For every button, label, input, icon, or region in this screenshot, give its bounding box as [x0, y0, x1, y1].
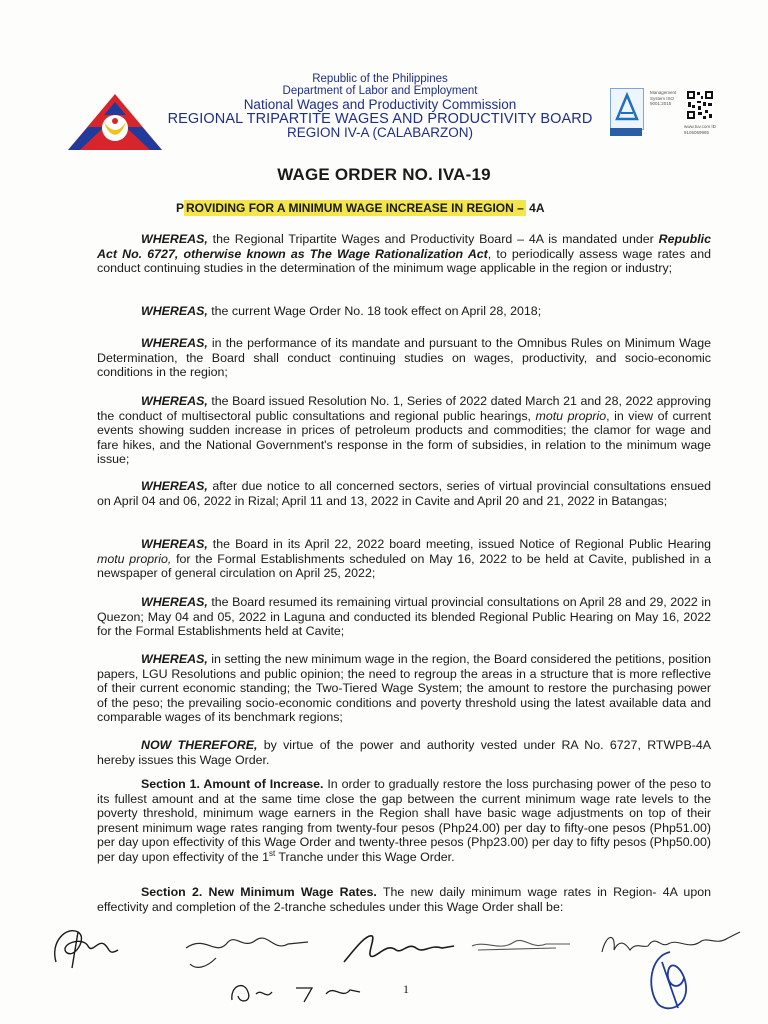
- whereas-resolution-paragraph: [97, 394, 711, 467]
- whereas-mandate-paragraph: [97, 232, 711, 276]
- paragraph-text: In order to gradually restore the loss purchasing power of the peso to its fullest amount and at the same time close the gap between the current minimum wage rate levels to the poverty threshold, minimum wage earners in the Region shall have basic wage adjustments on top of their present minimum wage rates ranging from twenty-four pesos (Php24.00) per day to fifty-one pesos (Php51.00) per day upon effectivity of this Wage Order and twenty-three pesos (Php23.00) per day to fifty pesos (Php50.00) per day upon effectivity of the 1: [97, 777, 712, 864]
- whereas-consultations-paragraph: [97, 479, 711, 508]
- paragraph-text: by virtue of the power and authority vested under RA No. 6727, RTWPB-4A hereby issues this Wage Order.: [97, 738, 711, 767]
- paragraph-text: in setting the new minimum wage in the region, the Board considered the petitions, position papers, LGU Resolutions and public opinion; the need to regroup the areas in a structure that is more reflective of their current economic standing; the Two-Tiered Wage System; the amount to restore the purchasing power of the peso; the prevailing socio-economic conditions and poverty threshold using the latest available data and comparable wages of its benchmark regions;: [97, 652, 711, 725]
- paragraph-text: , to periodically assess wage rates and conduct continuing studies in the determination of the minimum wage applicable in the region or industry;: [97, 246, 711, 276]
- keyword-whereas: WHEREAS,: [141, 304, 208, 318]
- whereas-current-order-paragraph: [97, 304, 711, 319]
- paragraph-text: in the performance of its mandate and pursuant to the Omnibus Rules on Minimum Wage Determination, the Board shall conduct continuing studies on wages, productivity, and socio-economic conditions in the region;: [97, 336, 711, 380]
- whereas-resumed-consultations-paragraph: [97, 595, 711, 639]
- qr-code-icon: [686, 90, 714, 120]
- paragraph-text: the Board in its April 22, 2022 board meeting, issued Notice of Regional Public Hearing: [207, 537, 711, 551]
- section-1-amount-of-increase: [97, 777, 711, 865]
- certification-caption: Management System ISO 9001:2015: [650, 90, 677, 107]
- keyword-whereas: WHEREAS,: [141, 232, 208, 246]
- subtitle-lead: P: [176, 201, 185, 215]
- header-board: REGIONAL TRIPARTITE WAGES AND PRODUCTIVITY BOARD: [167, 110, 593, 127]
- whereas-considerations-paragraph: [97, 652, 711, 725]
- paragraph-italic-term: motu proprio,: [97, 551, 172, 566]
- keyword-whereas: WHEREAS,: [141, 537, 208, 551]
- signature-4: [466, 930, 576, 960]
- signature-6: [226, 974, 366, 1008]
- subtitle-highlighted: ROVIDING FOR A MINIMUM WAGE INCREASE IN REGION –: [186, 201, 524, 215]
- header-republic: Republic of the Philippines: [312, 73, 448, 85]
- subtitle-tail: 4A: [525, 201, 545, 215]
- paragraph-text: the Board issued Resolution No. 1, Series of 2022 dated March 21 and 28, 2022 approving the conduct of multisectoral public consultations and regional public hearings,: [97, 394, 711, 423]
- signature-7: [640, 948, 700, 1014]
- keyword-now-therefore: NOW THEREFORE,: [141, 738, 258, 752]
- iso-certification-badge-icon: [610, 88, 644, 130]
- paragraph-text: the Regional Tripartite Wages and Productivity Board – 4A is mandated under: [207, 232, 659, 246]
- signature-3: [338, 926, 458, 970]
- page-number: 1: [403, 982, 409, 996]
- paragraph-text: for the Formal Establishments scheduled on May 16, 2022 to be held at Cavite, published in a newspaper of general circulation on April 25, 2022;: [97, 551, 711, 581]
- paragraph-text: the Board resumed its remaining virtual provincial consultations on April 28 and 29, 2022 in Quezon; May 04 and 05, 2022 in Laguna and conducted its blended Regional Public Hearing on May 16, 2022 for the Formal Establishments held at Cavite;: [97, 595, 711, 639]
- header-region: REGION IV-A (CALABARZON): [286, 125, 474, 140]
- wage-order-title: WAGE ORDER NO. IVA-19: [277, 165, 491, 184]
- wage-order-subtitle: [176, 201, 545, 215]
- keyword-whereas: WHEREAS,: [141, 479, 208, 493]
- paragraph-text: Tranche under this Wage Order.: [275, 849, 455, 864]
- dole-logo: [66, 92, 164, 152]
- paragraph-text: , in view of current events showing sudden increase in prices of petroleum products and commodities; the clamor for wage and fare hikes, and the National Government's response in the form of subsidies, in relation to the minimum wage issue;: [97, 408, 712, 467]
- tuv-certified-strip: [610, 128, 642, 136]
- paragraph-italic-term: motu proprio: [535, 408, 607, 423]
- section-1-heading: Section 1. Amount of Increase.: [141, 777, 324, 791]
- keyword-whereas: WHEREAS,: [141, 336, 208, 350]
- ordinal-superscript: st: [268, 848, 276, 858]
- whereas-public-hearing-paragraph: [97, 537, 711, 581]
- paragraph-act-reference: Republic Act No. 6727, otherwise known as The Wage Rationalization Act: [97, 232, 711, 261]
- signature-1: [48, 922, 134, 972]
- section-2-heading: Section 2. New Minimum Wage Rates.: [141, 885, 377, 899]
- header-commission: National Wages and Productivity Commission: [243, 97, 517, 112]
- header-department: Department of Labor and Employment: [282, 84, 478, 97]
- keyword-whereas: WHEREAS,: [141, 595, 208, 609]
- keyword-whereas: WHEREAS,: [141, 394, 208, 408]
- letterhead: [160, 74, 600, 140]
- paragraph-text: The new daily minimum wage rates in Region- 4A upon effectivity and completion of the 2-tranche schedules under this Wage Order shall be:: [97, 885, 711, 914]
- section-2-new-minimum-wage-rates: [97, 885, 711, 914]
- paragraph-text: the current Wage Order No. 18 took effect on April 28, 2018;: [207, 304, 542, 318]
- now-therefore-paragraph: [97, 738, 711, 767]
- whereas-omnibus-rules-paragraph: [97, 336, 711, 380]
- qr-caption: www.tuv.com ID 9105059985: [684, 124, 716, 135]
- paragraph-text: after due notice to all concerned sectors, series of virtual provincial consultations ensued on April 04 and 06, 2022 in Rizal; April 11 and 13, 2022 in Cavite and April 20 and 21, 2022 in Batangas;: [97, 479, 711, 508]
- keyword-whereas: WHEREAS,: [141, 652, 208, 666]
- signature-2: [176, 928, 316, 974]
